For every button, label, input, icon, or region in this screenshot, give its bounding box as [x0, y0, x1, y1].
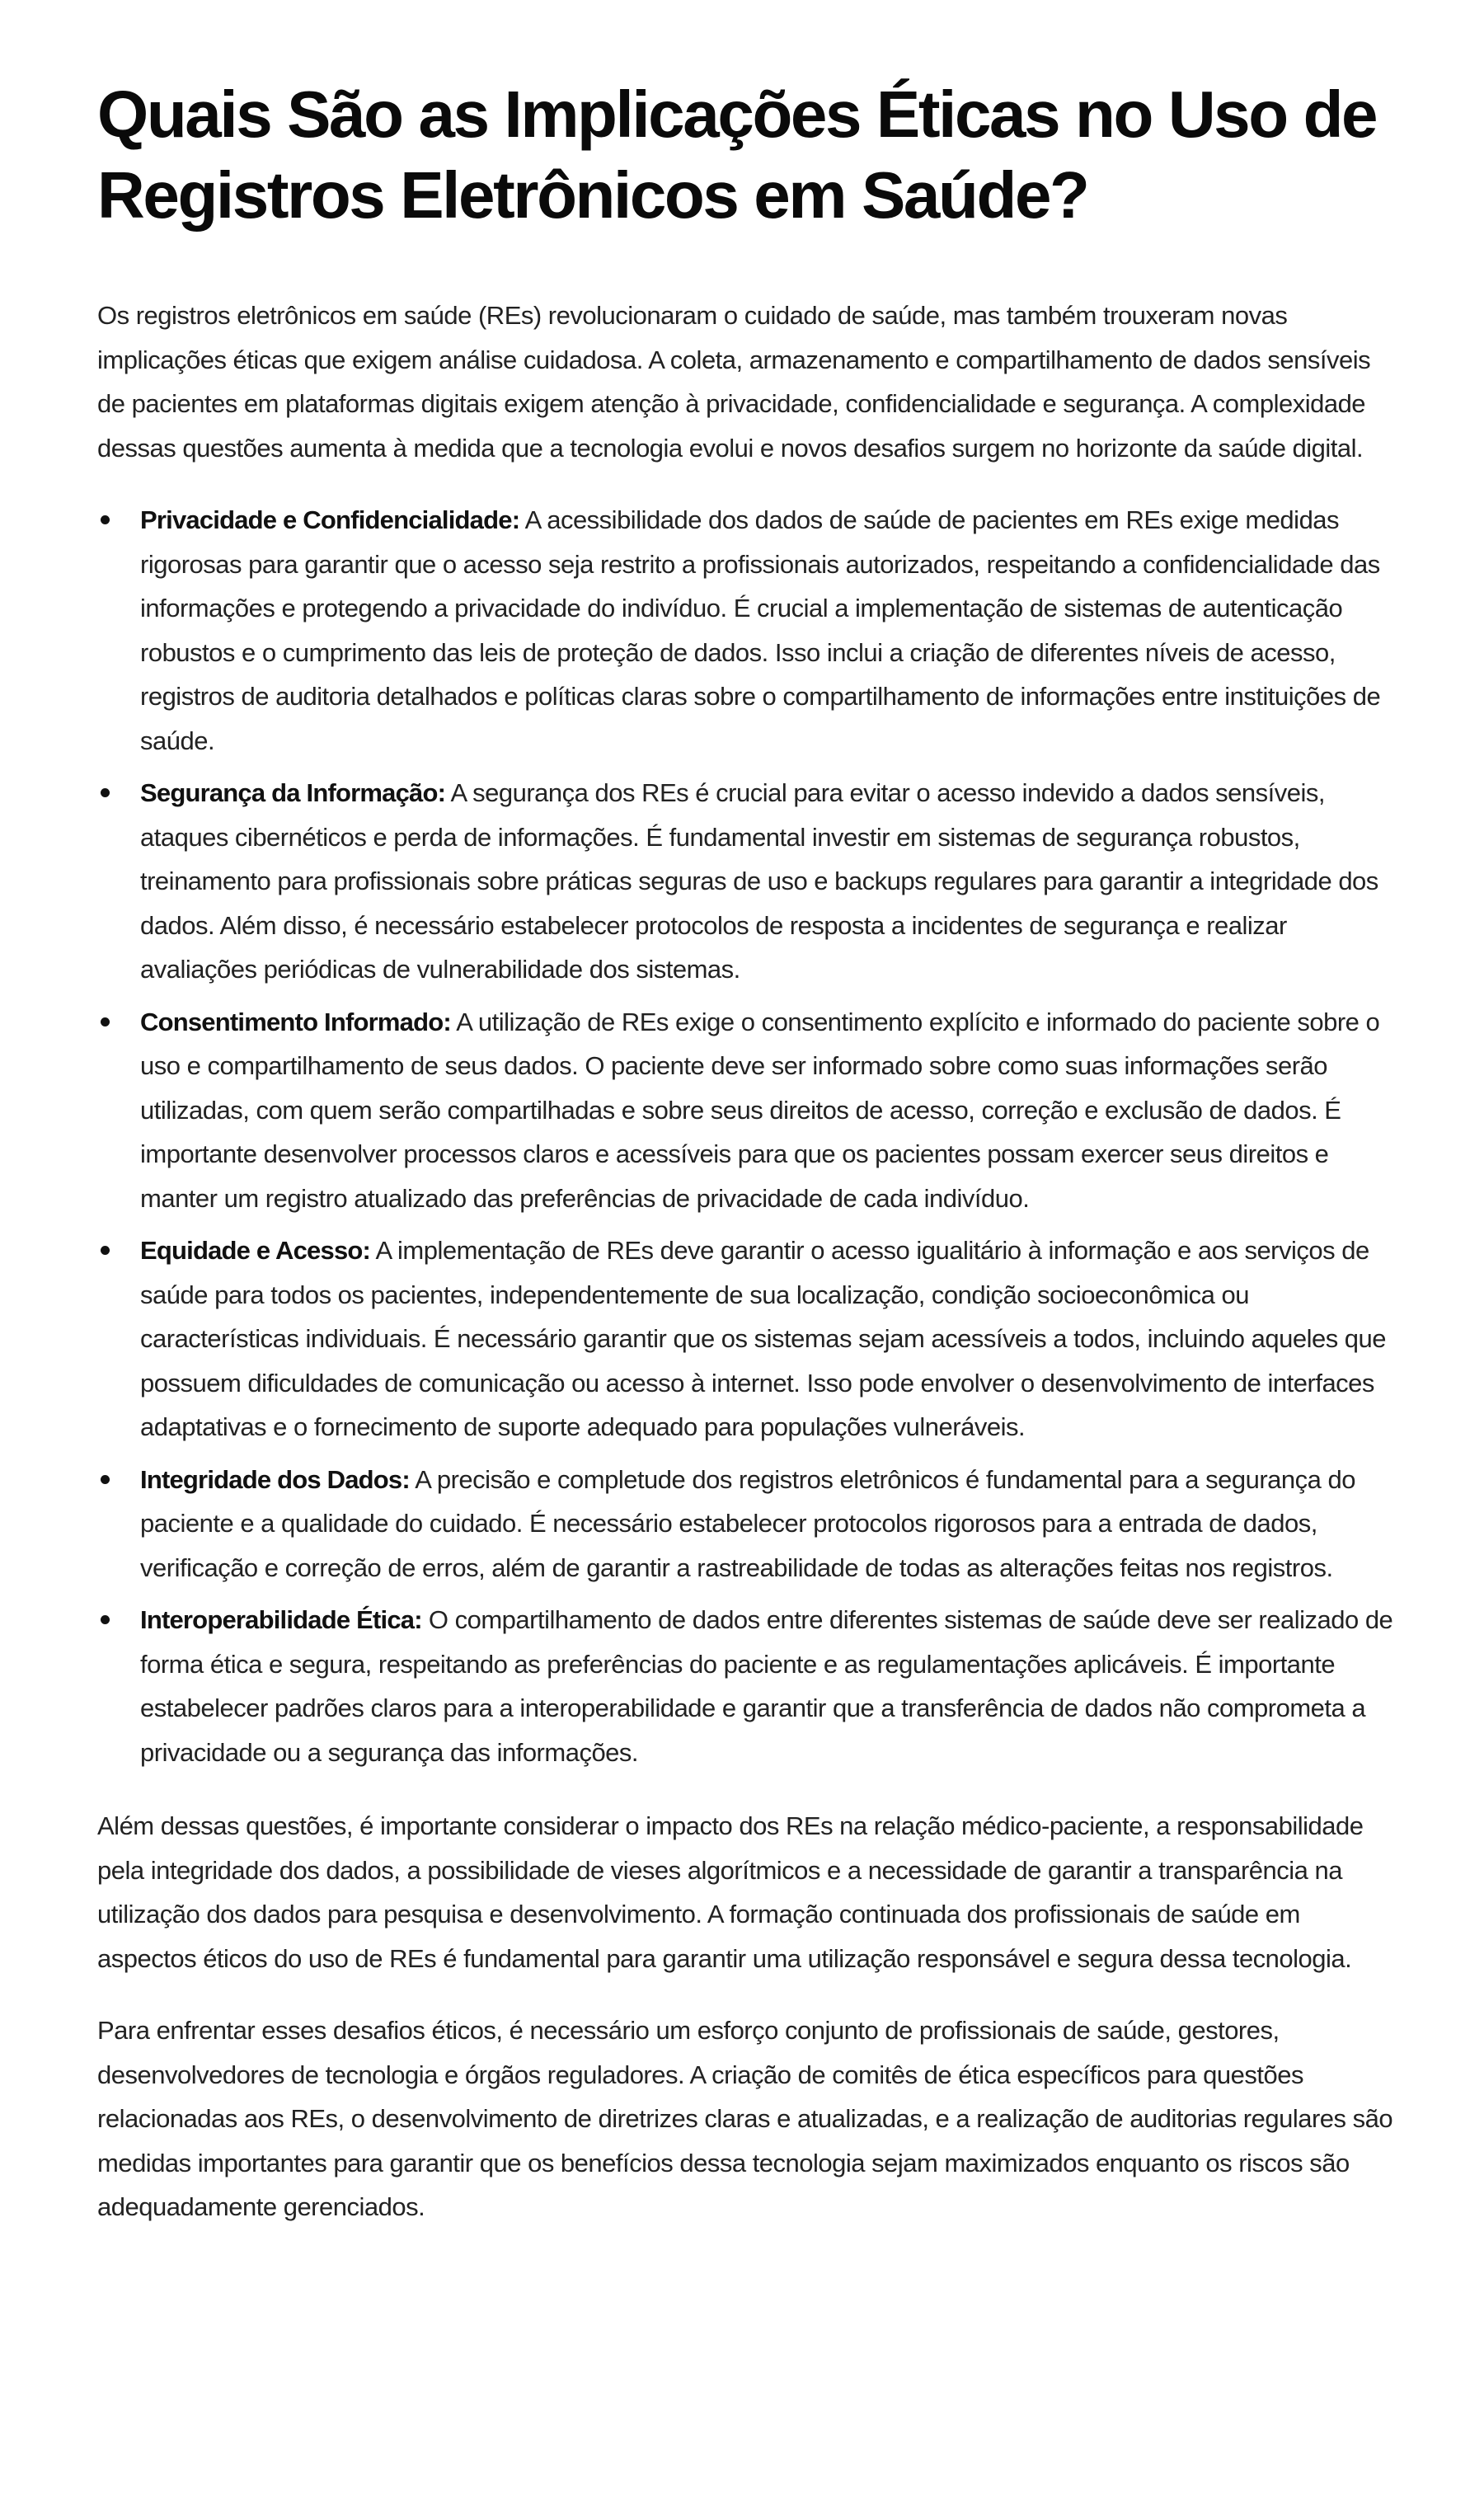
list-item	[97, 1458, 1408, 1590]
bullet-icon	[101, 788, 110, 797]
list-item-text: A implementação de REs deve garantir o acesso igualitário à informação e aos serviços de saúde para todos os pacientes, independentemente de sua localização, condição socioeconômica ou características individuais. É necessário garantir que os sistemas sejam acessíveis a todos, incluindo aqueles que possuem dificuldades de comunicação ou acesso à internet. Isso pode envolver o desenvolvimento de interfaces adaptativas e o fornecimento de suporte adequado para populações vulneráveis.	[140, 1236, 1387, 1441]
list-item-text: O compartilhamento de dados entre diferentes sistemas de saúde deve ser realizado de forma ética e segura, respeitando as preferências do paciente e as regulamentações aplicáveis. É importante estabelecer padrões claros para a interoperabilidade e garantir que a transferência de dados não comprometa a privacidade ou a segurança das informações.	[140, 1605, 1393, 1767]
bullet-icon	[101, 515, 110, 524]
list-item-term: Integridade dos Dados:	[140, 1464, 410, 1494]
list-item	[97, 1000, 1408, 1221]
list-item-term: Interoperabilidade Ética:	[140, 1605, 422, 1634]
page-title: Quais São as Implicações Éticas no Uso de Registros Eletrônicos em Saúde?	[97, 78, 1377, 232]
list-item-text: A acessibilidade dos dados de saúde de pacientes em REs exige medidas rigorosas para garantir que o acesso seja restrito a profissionais autorizados, respeitando a confidencialidade das informações e protegendo a privacidade do indivíduo. É crucial a implementação de sistemas de autenticação robustos e o cumprimento das leis de proteção de dados. Isso inclui a criação de diferentes níveis de acesso, registros de auditoria detalhados e políticas claras sobre o compartilhamento de informações entre instituições de saúde.	[140, 505, 1381, 755]
list-item	[97, 498, 1408, 763]
list-item-term: Segurança da Informação:	[140, 778, 446, 807]
list-item-term: Equidade e Acesso:	[140, 1236, 371, 1265]
body-paragraph: Além dessas questões, é importante considerar o impacto dos REs na relação médico-paciente, a responsabilidade pela integridade dos dados, a possibilidade de vieses algorítmicos e a necessidade de garantir a transparência na utilização dos dados para pesquisa e desenvolvimento. A formação continuada dos profissionais de saúde em aspectos éticos do uso de REs é fundamental para garantir uma utilização responsável e segura dessa tecnologia.	[97, 1811, 1364, 1973]
bullet-icon	[101, 1246, 110, 1255]
list-item-term: Consentimento Informado:	[140, 1007, 451, 1036]
implications-list	[97, 498, 1408, 1774]
list-item	[97, 1598, 1408, 1774]
list-item	[97, 771, 1408, 992]
bullet-icon	[101, 1475, 110, 1484]
closing-paragraph: Para enfrentar esses desafios éticos, é necessário um esforço conjunto de profissionais de saúde, gestores, desenvolvedores de tecnologia e órgãos reguladores. A criação de comitês de ética específicos para questões relacionadas aos REs, o desenvolvimento de diretrizes claras e atualizadas, e a realização de auditorias regulares são medidas importantes para garantir que os benefícios dessa tecnologia sejam maximizados enquanto os riscos são adequadamente gerenciados.	[97, 2016, 1393, 2221]
list-item-text: A precisão e completude dos registros eletrônicos é fundamental para a segurança do paciente e a qualidade do cuidado. É necessário estabelecer protocolos rigorosos para a entrada de dados, verificação e correção de erros, além de garantir a rastreabilidade de todas as alterações feitas nos registros.	[140, 1464, 1355, 1582]
bullet-icon	[101, 1017, 110, 1026]
list-item-text: A utilização de REs exige o consentimento explícito e informado do paciente sobre o uso e compartilhamento de seus dados. O paciente deve ser informado sobre como suas informações serão utilizadas, com quem serão compartilhadas e sobre seus direitos de acesso, correção e exclusão de dados. É importante desenvolver processos claros e acessíveis para que os pacientes possam exercer seus direitos e manter um registro atualizado das preferências de privacidade de cada indivíduo.	[140, 1007, 1380, 1213]
bullet-icon	[101, 1615, 110, 1624]
list-item	[97, 1228, 1408, 1449]
intro-paragraph: Os registros eletrônicos em saúde (REs) revolucionaram o cuidado de saúde, mas também trouxeram novas implicações éticas que exigem análise cuidadosa. A coleta, armazenamento e compartilhamento de dados sensíveis de pacientes em plataformas digitais exigem atenção à privacidade, confidencialidade e segurança. A complexidade dessas questões aumenta à medida que a tecnologia evolui e novos desafios surgem no horizonte da saúde digital.	[97, 301, 1371, 463]
list-item-term: Privacidade e Confidencialidade:	[140, 505, 520, 534]
list-item-text: A segurança dos REs é crucial para evitar o acesso indevido a dados sensíveis, ataques cibernéticos e perda de informações. É fundamental investir em sistemas de segurança robustos, treinamento para profissionais sobre práticas seguras de uso e backups regulares para garantir a integridade dos dados. Além disso, é necessário estabelecer protocolos de resposta a incidentes de segurança e realizar avaliações periódicas de vulnerabilidade dos sistemas.	[140, 778, 1378, 984]
